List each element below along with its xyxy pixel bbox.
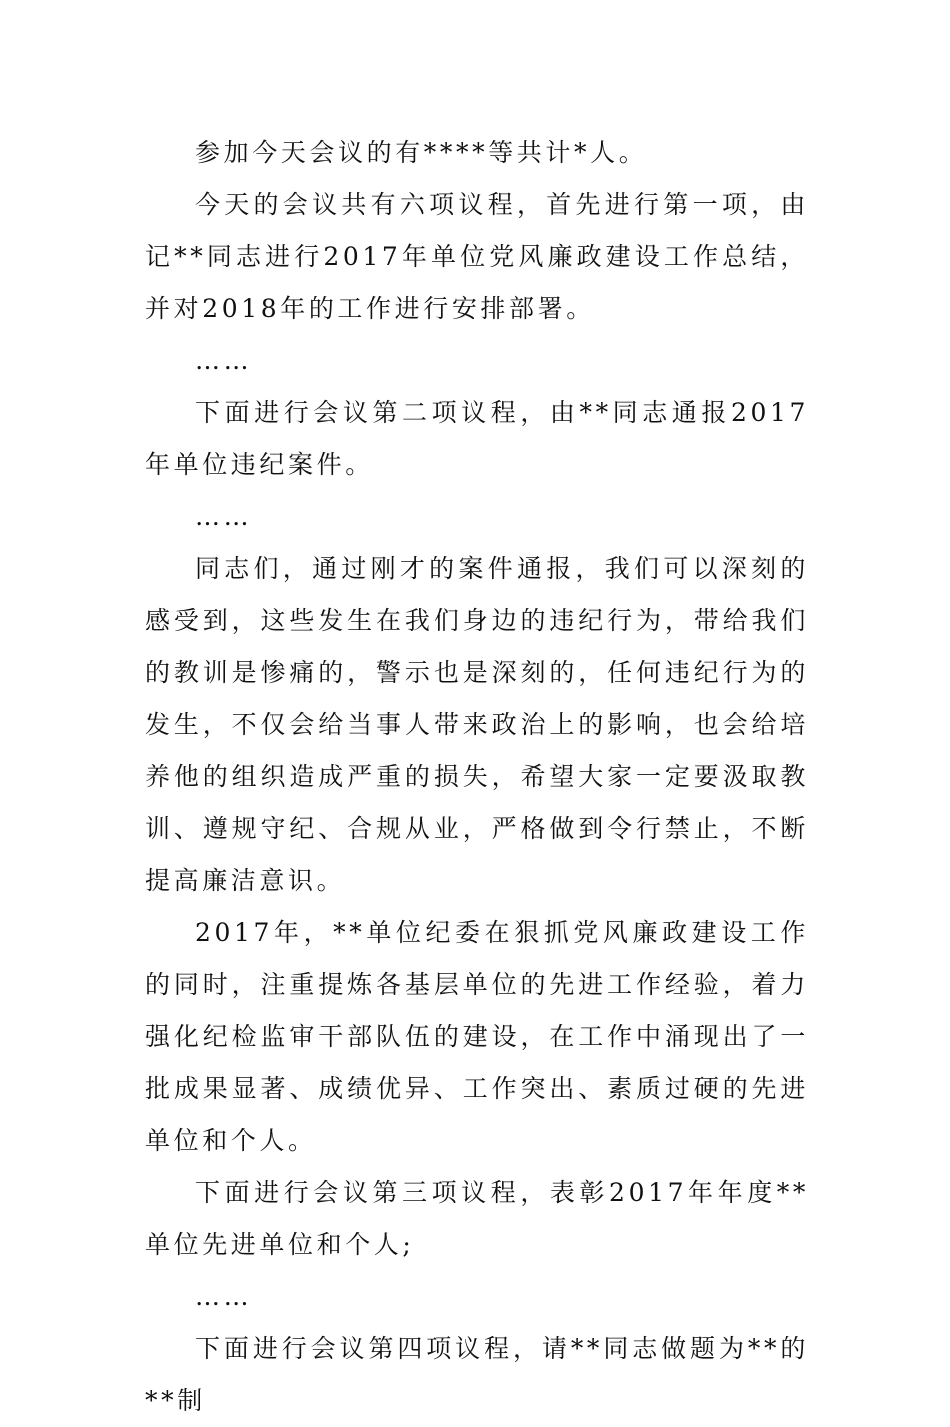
paragraph-agenda-item-three: 下面进行会议第三项议程，表彰2017年年度**单位先进单位和个人; <box>145 1178 809 1259</box>
paragraph-ellipsis: …… <box>195 502 253 531</box>
paragraph-ellipsis: …… <box>195 346 253 375</box>
paragraph-ellipsis: …… <box>195 1282 253 1311</box>
paragraph-agenda-item-two: 下面进行会议第二项议程，由**同志通报2017年单位违纪案件。 <box>145 398 809 479</box>
paragraph-case-warning: 同志们，通过刚才的案件通报，我们可以深刻的感受到，这些发生在我们身边的违纪行为，带给我们的教训是惨痛的，警示也是深刻的，任何违纪行为的发生，不仅会给当事人带来政治上的影响，也会给培养他的组织造成严重的损失，希望大家一定要汲取教训、遵规守纪、合规从业，严格做到令行禁止，不断提高廉洁意识。 <box>145 554 809 895</box>
paragraph-agenda-item-one: 今天的会议共有六项议程，首先进行第一项，由记**同志进行2017年单位党风廉政建设工作总结，并对2018年的工作进行安排部署。 <box>145 190 809 323</box>
paragraph-2017-review: 2017年，**单位纪委在狠抓党风廉政建设工作的同时，注重提炼各基层单位的先进工作经验，着力强化纪检监审干部队伍的建设，在工作中涌现出了一批成果显著、成绩优异、工作突出、素质过硬的先进单位和个人。 <box>145 918 809 1155</box>
document-body <box>145 127 809 1427</box>
paragraph-attendance: 参加今天会议的有****等共计*人。 <box>195 138 648 167</box>
paragraph-agenda-item-four: 下面进行会议第四项议程，请**同志做题为**的**制 <box>145 1334 809 1415</box>
